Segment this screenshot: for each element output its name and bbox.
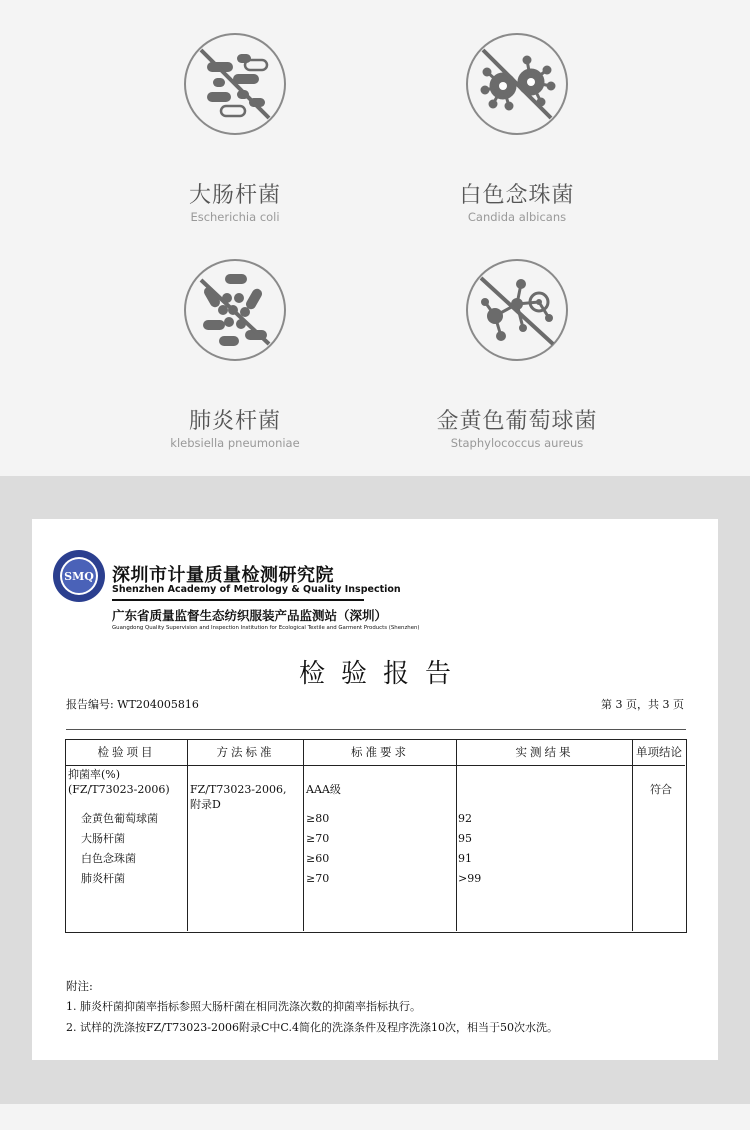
grade: AAA级: [306, 783, 341, 796]
table-row-name: 大肠杆菌: [81, 832, 125, 845]
bacteria-name-en: klebsiella pneumoniae: [170, 436, 300, 450]
table-row-requirement: ≥80: [306, 812, 330, 825]
bacteria-name-en: Candida albicans: [467, 210, 567, 224]
header-conclusion: 单项结论: [636, 745, 682, 759]
header-rule: [112, 599, 364, 601]
chain-bacteria-crossed-icon: [183, 258, 287, 362]
method-appendix: 附录D: [190, 798, 221, 811]
header-item: 检验项目: [97, 745, 156, 759]
report-number: 报告编号: WT204005816: [66, 698, 199, 711]
organization-name-cn: 深圳市计量质量检测研究院: [112, 565, 334, 586]
divider: [66, 729, 686, 730]
bacteria-name-en: Escherichia coli: [190, 210, 280, 224]
conclusion: 符合: [650, 783, 672, 796]
station-name-en: Guangdong Quality Supervision and Inspection Institution for Ecological Textile and Garment Products (Shenzhen): [112, 625, 420, 631]
header-method: 方法标准: [216, 745, 275, 759]
table-row-requirement: ≥70: [306, 832, 330, 845]
table-row-result: 95: [458, 832, 472, 845]
station-name-cn: 广东省质量监督生态纺织服装产品监测站（深圳）: [112, 608, 388, 623]
table-row-result: 92: [458, 812, 472, 825]
results-table: [65, 739, 687, 933]
table-row-name: 肺炎杆菌: [81, 872, 125, 885]
column-divider: [456, 740, 457, 931]
test-report-document: [32, 519, 718, 1060]
header-result: 实测结果: [515, 745, 574, 759]
table-row-result: >99: [458, 872, 482, 885]
bacteria-name-cn: 肺炎杆菌: [188, 409, 281, 434]
notes-title: 附注:: [66, 979, 93, 993]
organization-name-en: Shenzhen Academy of Metrology & Quality Inspection: [112, 584, 401, 595]
bacteria-section: [0, 0, 750, 476]
report-title: 检验报告: [298, 659, 467, 689]
molecule-bacteria-crossed-icon: [465, 258, 569, 362]
item-title: 抑菌率(%): [68, 768, 121, 781]
table-row-name: 白色念珠菌: [81, 852, 136, 865]
logo-text: SMQ: [64, 570, 94, 583]
note-item: 2. 试样的洗涤按FZ/T73023-2006附录C中C.4简化的洗涤条件及程序洗涤10次，相当于50次水洗。: [66, 1021, 558, 1034]
column-divider: [303, 740, 304, 931]
bacteria-name-en: Staphylococcus aureus: [450, 436, 584, 450]
method-standard: FZ/T73023-2006,: [190, 783, 287, 796]
bottom-strip: [0, 1104, 750, 1130]
table-row-requirement: ≥70: [306, 872, 330, 885]
item-standard: (FZ/T73023-2006): [68, 783, 170, 796]
table-header: [66, 740, 685, 766]
page-info: 第 3 页，共 3 页: [601, 698, 684, 711]
note-item: 1. 肺炎杆菌抑菌率指标参照大肠杆菌在相同洗涤次数的抑菌率指标执行。: [66, 1000, 421, 1013]
table-row-requirement: ≥60: [306, 852, 330, 865]
column-divider: [187, 740, 188, 931]
smq-logo: [52, 549, 106, 603]
header-requirement: 标准要求: [351, 745, 409, 759]
rod-bacteria-crossed-icon: [183, 32, 287, 136]
table-row-name: 金黄色葡萄球菌: [81, 812, 158, 825]
table-row-result: 91: [458, 852, 472, 865]
bacteria-name-cn: 白色念珠菌: [459, 183, 575, 208]
column-divider: [632, 740, 633, 931]
bacteria-name-cn: 金黄色葡萄球菌: [436, 409, 598, 434]
bacteria-name-cn: 大肠杆菌: [188, 183, 281, 208]
virus-cluster-crossed-icon: [465, 32, 569, 136]
